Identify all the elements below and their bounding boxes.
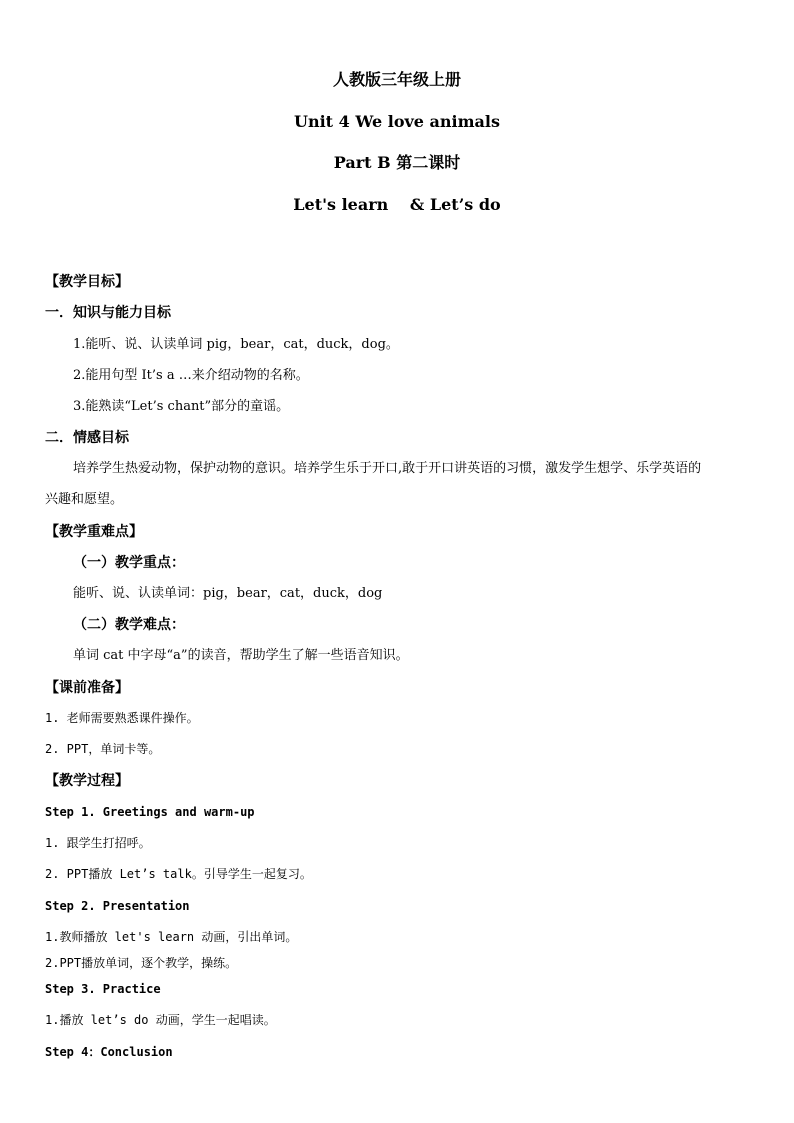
preparation-heading: 【课前准备】 (45, 680, 129, 696)
emotion-text-line: 培养学生热爱动物，保护动物的意识。培养学生乐于开口,敢于开口讲英语的习惯，激发学生想学、乐学英语的 (73, 461, 702, 476)
unit-title: Unit 4 We love animals (294, 112, 500, 131)
objectives-heading: 【教学目标】 (45, 274, 129, 290)
step2-item: 1.教师播放 let's learn 动画，引出单词。 (45, 930, 298, 944)
step1-item: 2. PPT播放 Let’s talk。引导学生一起复习。 (45, 867, 312, 881)
step1-title: Step 1. Greetings and warm-up (45, 805, 255, 819)
step3-title: Step 3. Practice (45, 982, 161, 996)
knowledge-item: 3.能熟读“Let’s chant”部分的童谣。 (73, 399, 290, 414)
preparation-item: 2. PPT，单词卡等。 (45, 742, 161, 756)
step4-title: Step 4：Conclusion (45, 1045, 173, 1059)
knowledge-heading: 一．知识与能力目标 (45, 305, 171, 321)
difficulty-text: 单词 cat 中字母“a”的读音，帮助学生了解一些语音知识。 (73, 648, 409, 663)
knowledge-item: 2.能用句型 It’s a …来介绍动物的名称。 (73, 368, 309, 383)
process-heading: 【教学过程】 (45, 773, 129, 789)
step2-item: 2.PPT播放单词，逐个教学，操练。 (45, 956, 238, 970)
document-title: 人教版三年级上册 (332, 70, 461, 89)
lesson-title: Let's learn & Let’s do (293, 195, 501, 214)
preparation-item: 1. 老师需要熟悉课件操作。 (45, 711, 199, 725)
key-points-heading: 【教学重难点】 (45, 524, 143, 540)
difficulty-heading: （二）教学难点： (73, 617, 185, 633)
emotion-heading: 二．情感目标 (45, 430, 129, 446)
step1-item: 1. 跟学生打招呼。 (45, 836, 151, 850)
focus-text: 能听、说、认读单词：pig，bear，cat，duck，dog (73, 586, 383, 601)
step2-title: Step 2. Presentation (45, 899, 190, 913)
emotion-text-line: 兴趣和愿望。 (45, 492, 124, 507)
knowledge-item: 1.能听、说、认读单词 pig，bear，cat，duck，dog。 (73, 337, 399, 352)
part-title: Part B 第二课时 (333, 153, 461, 172)
focus-heading: （一）教学重点： (73, 555, 185, 571)
step3-item: 1.播放 let’s do 动画，学生一起唱读。 (45, 1013, 276, 1027)
